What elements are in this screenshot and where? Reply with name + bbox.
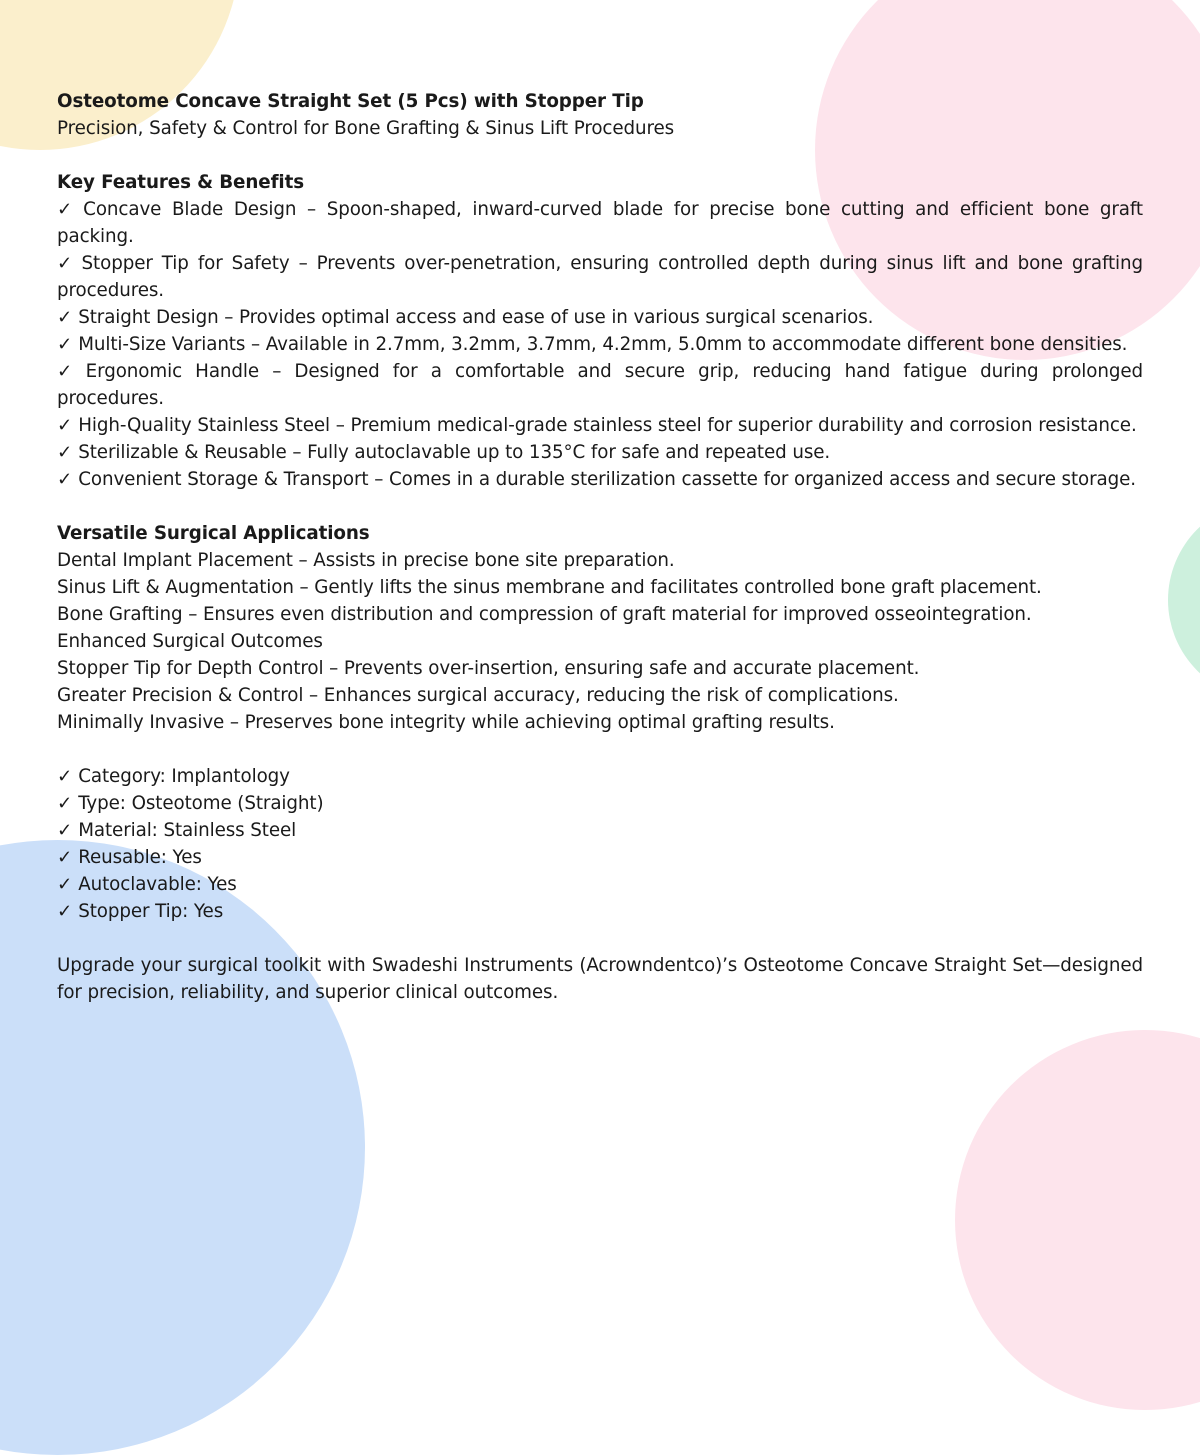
feature-item <box>57 358 1143 412</box>
feature-text: Stopper Tip for Safety – Prevents over-penetration, ensuring controlled depth during sinus lift and bone grafting procedures. <box>57 253 1143 301</box>
check-icon: ✓ <box>57 415 73 436</box>
application-line: Enhanced Surgical Outcomes <box>57 631 323 652</box>
check-icon: ✓ <box>57 874 73 895</box>
applications-list <box>57 547 1143 736</box>
feature-item <box>57 304 1143 331</box>
applications-heading: Versatile Surgical Applications <box>57 523 370 544</box>
spacer <box>57 142 1143 169</box>
spec-text: Autoclavable: Yes <box>78 874 237 895</box>
feature-item <box>57 466 1143 493</box>
check-icon: ✓ <box>57 253 76 274</box>
check-icon: ✓ <box>57 361 80 382</box>
spec-text: Category: Implantology <box>78 766 290 787</box>
spec-item <box>57 817 1143 844</box>
feature-text: Ergonomic Handle – Designed for a comfortable and secure grip, reducing hand fatigue during prolonged procedures. <box>57 361 1143 409</box>
feature-text: Multi-Size Variants – Available in 2.7mm, 3.2mm, 3.7mm, 4.2mm, 5.0mm to accommodate different bone densities. <box>78 334 1128 355</box>
spec-item <box>57 898 1143 925</box>
spec-text: Type: Osteotome (Straight) <box>78 793 324 814</box>
features-heading: Key Features & Benefits <box>57 172 305 193</box>
spacer <box>57 925 1143 952</box>
check-icon: ✓ <box>57 469 73 490</box>
spec-item <box>57 790 1143 817</box>
feature-item <box>57 412 1143 439</box>
spacer <box>57 736 1143 763</box>
spec-item <box>57 763 1143 790</box>
feature-item <box>57 196 1143 250</box>
feature-item <box>57 439 1143 466</box>
product-title: Osteotome Concave Straight Set (5 Pcs) with Stopper Tip <box>57 91 644 112</box>
check-icon: ✓ <box>57 793 73 814</box>
spec-text: Reusable: Yes <box>78 847 202 868</box>
decorative-circle-green <box>1168 500 1200 700</box>
product-description <box>57 88 1143 1006</box>
spec-text: Stopper Tip: Yes <box>78 901 224 922</box>
product-subtitle: Precision, Safety & Control for Bone Grafting & Sinus Lift Procedures <box>57 118 675 139</box>
closing-paragraph: Upgrade your surgical toolkit with Swadeshi Instruments (Acrowndentco)’s Osteotome Concave Straight Set—designed for precision, reliability, and superior clinical outcomes. <box>57 955 1143 1003</box>
spec-item <box>57 871 1143 898</box>
spec-text: Material: Stainless Steel <box>78 820 297 841</box>
application-line: Sinus Lift & Augmentation – Gently lifts the sinus membrane and facilitates controlled bone graft placement. <box>57 577 1042 598</box>
specs-list <box>57 763 1143 925</box>
feature-item <box>57 250 1143 304</box>
application-line: Dental Implant Placement – Assists in precise bone site preparation. <box>57 550 675 571</box>
features-list <box>57 196 1143 493</box>
feature-text: Convenient Storage & Transport – Comes in a durable sterilization cassette for organized access and secure storage. <box>78 469 1137 490</box>
spacer <box>57 493 1143 520</box>
application-line: Minimally Invasive – Preserves bone integrity while achieving optimal grafting results. <box>57 712 835 733</box>
check-icon: ✓ <box>57 307 73 328</box>
application-line: Greater Precision & Control – Enhances surgical accuracy, reducing the risk of complications. <box>57 685 899 706</box>
check-icon: ✓ <box>57 442 73 463</box>
check-icon: ✓ <box>57 901 73 922</box>
check-icon: ✓ <box>57 334 73 355</box>
check-icon: ✓ <box>57 766 73 787</box>
feature-text: Concave Blade Design – Spoon-shaped, inward-curved blade for precise bone cutting and efficient bone graft packing. <box>57 199 1143 247</box>
feature-text: Sterilizable & Reusable – Fully autoclavable up to 135°C for safe and repeated use. <box>78 442 831 463</box>
feature-text: Straight Design – Provides optimal access and ease of use in various surgical scenarios. <box>78 307 874 328</box>
check-icon: ✓ <box>57 199 78 220</box>
check-icon: ✓ <box>57 820 73 841</box>
check-icon: ✓ <box>57 847 73 868</box>
application-line: Bone Grafting – Ensures even distribution and compression of graft material for improved osseointegration. <box>57 604 1032 625</box>
spec-item <box>57 844 1143 871</box>
feature-text: High-Quality Stainless Steel – Premium medical-grade stainless steel for superior durability and corrosion resistance. <box>78 415 1137 436</box>
decorative-circle-pink-bottom <box>955 1030 1200 1410</box>
feature-item <box>57 331 1143 358</box>
application-line: Stopper Tip for Depth Control – Prevents over-insertion, ensuring safe and accurate placement. <box>57 658 920 679</box>
